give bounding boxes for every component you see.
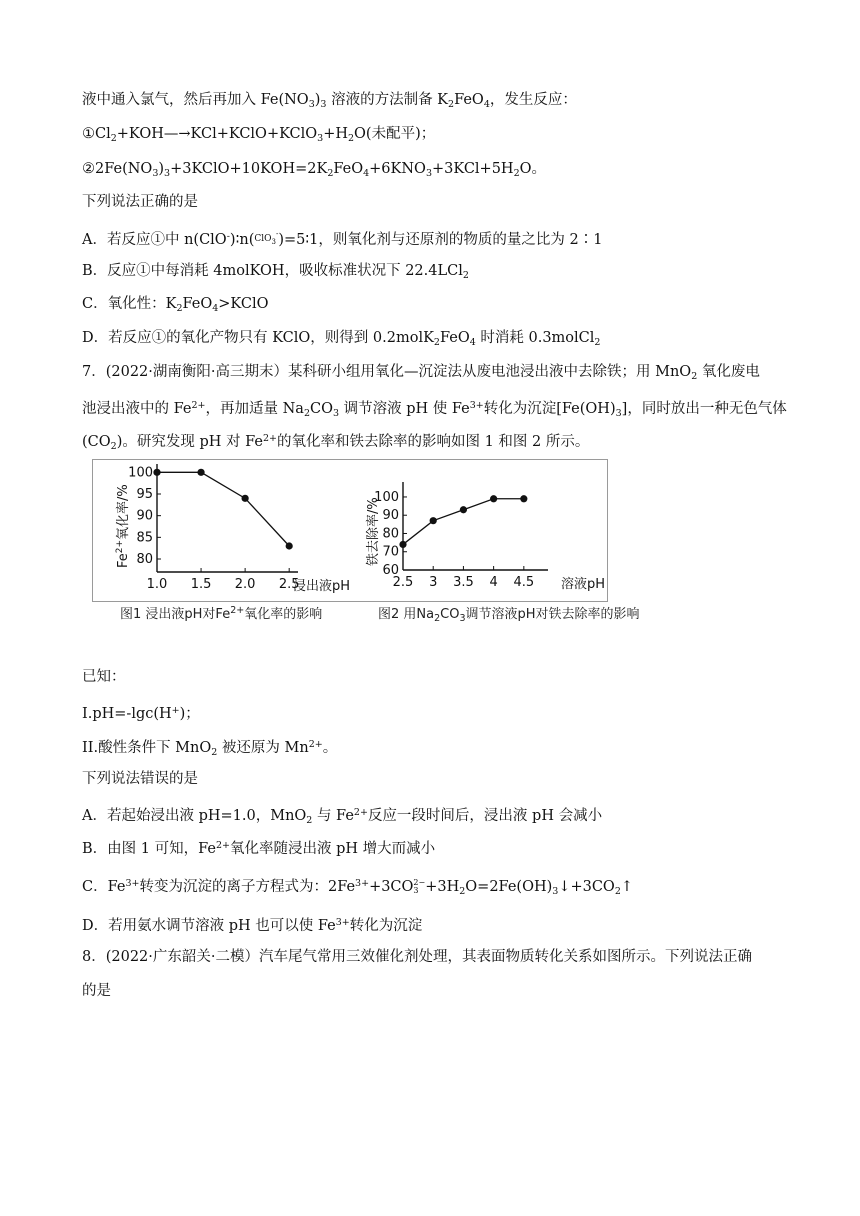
- data-point: [520, 495, 527, 502]
- known-2: II.酸性条件下 MnO$_2$ 被还原为 $Mn^{2+}$。: [82, 739, 338, 758]
- data-point: [286, 542, 293, 549]
- q7-stem-line-2: 池浸出液中的 $Fe^{2+}$，再加适量 $Na_2CO_3$ 调节溶液 pH 使 $Fe^{3+}$转化为沉淀$[Fe(OH)_3]$，同时放出一种无色气体: [82, 400, 787, 419]
- chart-fig2: [363, 460, 607, 601]
- series-line: [157, 472, 289, 546]
- reaction-1: $①Cl_2+KOH—\to KCl+KClO+KClO_3+H_2O$(未配平)；: [82, 126, 436, 144]
- figure-frame: [92, 459, 608, 602]
- y-tick-label: 70: [382, 544, 399, 560]
- q7-option-a: A．若起始浸出液 pH=1.0，MnO$_2$ 与 $Fe^{2+}$反应一段时间后，浸出液 pH 会减小: [82, 807, 603, 826]
- data-point: [242, 495, 249, 502]
- q6-ask: 下列说法正确的是: [82, 194, 198, 210]
- x-tick-label: 4.5: [513, 575, 535, 590]
- x-tick-label: 1.5: [190, 577, 212, 592]
- y-tick-label: 90: [382, 508, 399, 524]
- known-label: 已知：: [82, 669, 126, 685]
- q7-option-d: D．若用氨水调节溶液 pH 也可以使 $Fe^{3+}$转化为沉淀: [82, 917, 423, 934]
- y-tick-label: 85: [136, 530, 153, 546]
- chart-fig1: [93, 460, 363, 601]
- q7-option-b: B．由图 1 可知，$Fe^{2+}$氧化率随浸出液 pH 增大而减小: [82, 840, 436, 857]
- x-axis-label: 溶液pH: [561, 577, 606, 592]
- caption-fig1: 图1 浸出液pH对$Fe^{2+}$氧化率的影响: [120, 605, 323, 622]
- q7-stem-line-3: $(CO_2)$。研究发现 pH 对 $Fe^{2+}$的氧化率和铁去除率的影响如图 1 和图 2 所示。: [82, 433, 590, 452]
- q6-option-c: C．氧化性：$K_2FeO_4>KClO$: [82, 296, 269, 314]
- y-tick-label: 100: [374, 489, 399, 505]
- data-point: [153, 469, 160, 476]
- y-tick-label: 90: [136, 508, 153, 524]
- data-point: [490, 495, 497, 502]
- intro-line: 液中通入氯气，然后再加入 $Fe(NO_3)_3$ 溶液的方法制备 $K_2FeO_4$，发生反应：: [82, 92, 577, 110]
- y-tick-label: 100: [128, 465, 153, 481]
- y-tick-label: 80: [382, 526, 399, 542]
- series-line: [403, 499, 524, 545]
- data-point: [197, 469, 204, 476]
- y-axis-label: $Fe^{2+}$氧化率/%: [115, 484, 131, 568]
- x-axis-label: 浸出液pH: [293, 579, 351, 594]
- x-tick-label: 3: [429, 575, 438, 590]
- y-axis-label: 铁去除率/%: [366, 497, 381, 566]
- x-tick-label: 2.0: [234, 577, 256, 592]
- q6-option-d: D．若反应①的氧化产物只有 KClO，则得到 0.2molK$_2$FeO$_4$ 时消耗 0.3molCl$_2$: [82, 330, 601, 348]
- data-point: [399, 541, 406, 548]
- y-tick-label: 60: [382, 563, 399, 578]
- x-tick-label: 1.0: [146, 577, 168, 592]
- y-tick-label: 80: [136, 552, 153, 567]
- x-tick-label: 3.5: [453, 575, 474, 590]
- reaction-2: $②2Fe(NO_3)_3+3KClO+10KOH=2K_2FeO_4+6KNO_3+3KCl+5H_2O$。: [82, 161, 547, 179]
- q8-stem-line-2: 的是: [82, 983, 111, 999]
- q6-option-b: B．反应①中每消耗 4molKOH，吸收标准状况下 22.4LCl$_2$: [82, 263, 469, 281]
- q7-option-c: C．$Fe^{3+}$转变为沉淀的离子方程式为：$2Fe^{3+}+3CO$ 2− 3 $+3H_2O=2Fe(OH)_3↓+3CO_2↑$: [82, 878, 634, 897]
- q7-ask: 下列说法错误的是: [82, 771, 198, 787]
- data-point: [460, 506, 467, 513]
- known-1: I.pH=-lgc(H+)；: [82, 705, 200, 722]
- x-tick-label: 4: [489, 575, 498, 590]
- q6-option-a: A．若反应①中 n(ClO-)∶n(ClO$_3$-)=5∶1，则氧化剂与还原剂的物质的量之比为 2∶1: [82, 230, 603, 248]
- x-tick-label: 2.5: [278, 577, 300, 592]
- data-point: [430, 517, 437, 524]
- q8-stem-line-1: 8．(2022·广东韶关·二模）汽车尾气常用三效催化剂处理，其表面物质转化关系如图所示。下列说法正确: [82, 949, 752, 965]
- q7-stem-line-1: 7．(2022·湖南衡阳·高三期末）某科研小组用氧化—沉淀法从废电池浸出液中去除铁；用 MnO$_2$ 氧化废电: [82, 364, 760, 382]
- caption-fig2: 图2 用$Na_2CO_3$调节溶液pH对铁去除率的影响: [378, 607, 640, 624]
- x-tick-label: 2.5: [392, 575, 414, 590]
- y-tick-label: 95: [136, 487, 153, 502]
